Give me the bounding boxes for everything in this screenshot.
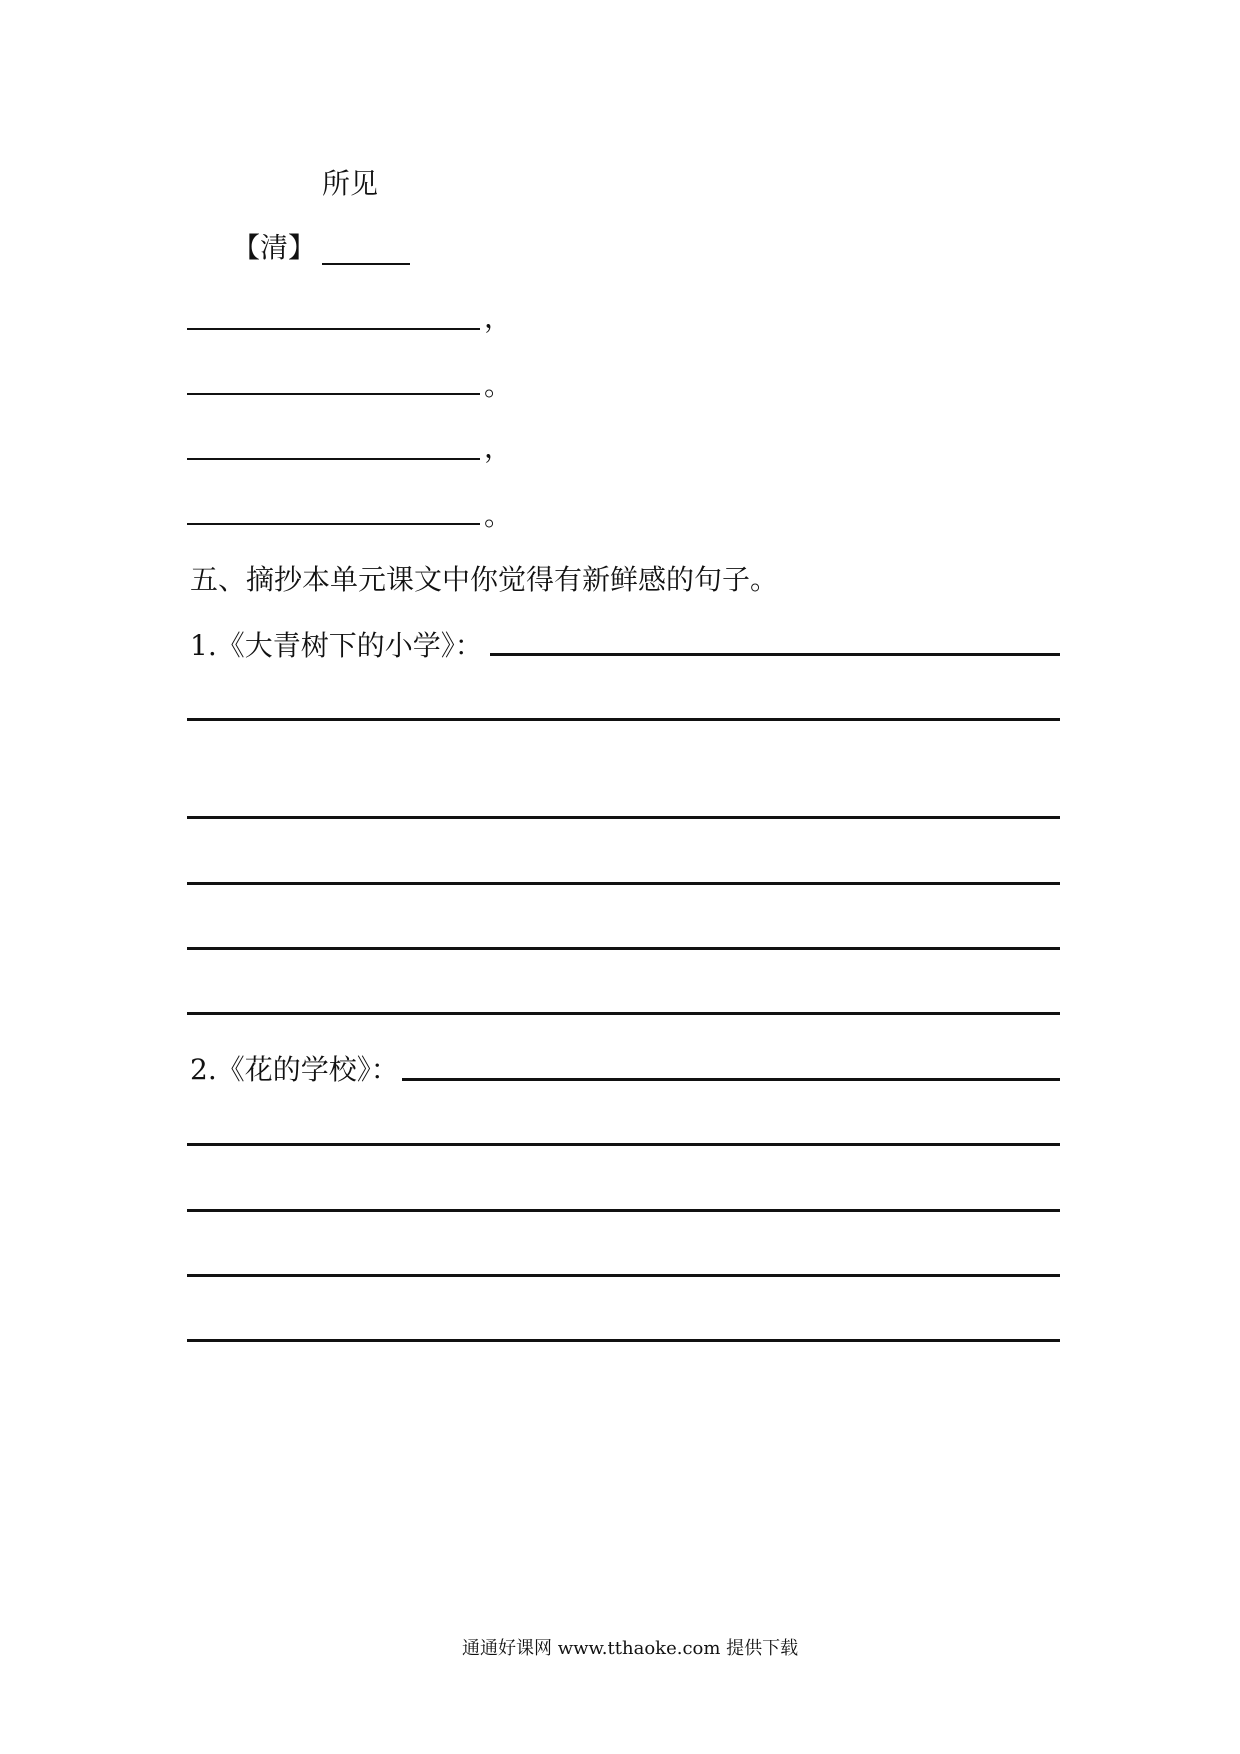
item2-label: 2.《花的学校》：: [190, 1053, 399, 1086]
item1-answer-line-5[interactable]: [187, 947, 1060, 950]
poem-line-blank-4[interactable]: [187, 523, 480, 525]
poem-line-punct-3: ，: [484, 431, 513, 464]
item2-answer-line-3[interactable]: [187, 1209, 1060, 1212]
item2-answer-line-4[interactable]: [187, 1274, 1060, 1277]
item2-answer-line-1[interactable]: [402, 1078, 1060, 1081]
item1-answer-line-4[interactable]: [187, 882, 1060, 885]
poem-line-blank-1[interactable]: [187, 328, 480, 330]
poem-dynasty: 【清】: [232, 231, 317, 264]
poem-line-blank-2[interactable]: [187, 393, 480, 395]
poem-line-punct-4: 。: [484, 499, 513, 532]
poem-title: 所见: [322, 167, 379, 200]
poem-line-blank-3[interactable]: [187, 458, 480, 460]
item2-answer-line-2[interactable]: [187, 1143, 1060, 1146]
footer-credit: 通通好课网 www.tthaoke.com 提供下载: [462, 1638, 799, 1659]
poem-line-punct-2: 。: [484, 369, 513, 402]
item2-answer-line-5[interactable]: [187, 1339, 1060, 1342]
item1-answer-line-1[interactable]: [490, 653, 1060, 656]
item1-answer-line-3[interactable]: [187, 816, 1060, 819]
item1-answer-line-2[interactable]: [187, 718, 1060, 721]
poem-line-punct-1: ，: [484, 301, 513, 334]
item1-label: 1.《大青树下的小学》：: [190, 629, 483, 662]
author-blank[interactable]: [322, 263, 410, 265]
item1-answer-line-6[interactable]: [187, 1012, 1060, 1015]
section-heading: 五、摘抄本单元课文中你觉得有新鲜感的句子。: [190, 563, 779, 596]
